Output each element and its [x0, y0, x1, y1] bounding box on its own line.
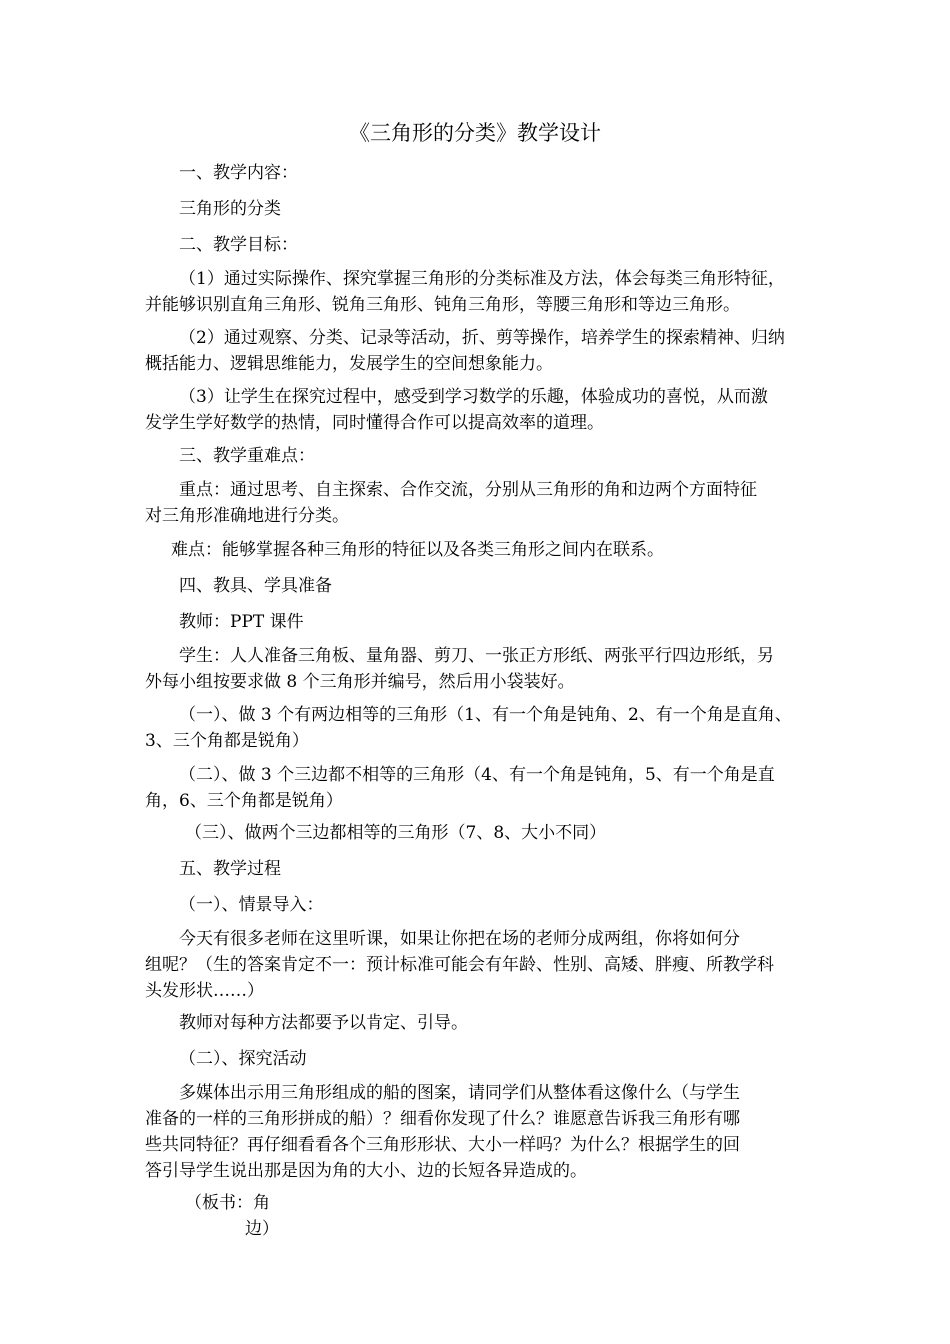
- prep-item-1: [145, 702, 817, 754]
- prep-item-1-line-2: 3、三个角都是锐角）: [145, 731, 309, 751]
- goal-2-paragraph: [145, 325, 817, 377]
- step-1-paragraph: [145, 926, 817, 1004]
- goal-2-line-1: （2）通过观察、分类、记录等活动，折、剪等操作，培养学生的探索精神、归纳: [179, 328, 785, 348]
- section-1-heading: 一、教学内容：: [179, 163, 298, 183]
- board-note-angle: （板书：角: [185, 1193, 270, 1213]
- section-5-heading: 五、教学过程: [179, 859, 281, 879]
- key-point-paragraph: [145, 477, 817, 529]
- key-point-line-2: 对三角形准确地进行分类。: [145, 506, 349, 526]
- step-1-followup: 教师对每种方法都要予以肯定、引导。: [179, 1013, 468, 1033]
- prep-item-2: [145, 762, 817, 814]
- section-4-heading: 四、教具、学具准备: [179, 576, 332, 596]
- step-1-heading: （一）、情景导入：: [179, 895, 324, 915]
- goal-1-line-1: （1）通过实际操作、探究掌握三角形的分类标准及方法，体会每类三角形特征，: [179, 269, 785, 289]
- step-2-paragraph: [145, 1080, 817, 1184]
- step-2-line-3: 些共同特征？再仔细看看各个三角形形状、大小一样吗？为什么？根据学生的回: [145, 1135, 740, 1155]
- prep-item-3: （三）、做两个三边都相等的三角形（7、8、大小不同）: [185, 823, 607, 843]
- section-3-heading: 三、教学重难点：: [179, 446, 315, 466]
- difficulty-text: 难点：能够掌握各种三角形的特征以及各类三角形之间内在联系。: [171, 540, 664, 560]
- prep-item-2-line-1: （二）、做 3 个三边都不相等的三角形（4、有一个角是钝角，5、有一个角是直: [179, 765, 775, 785]
- step-2-heading: （二）、探究活动: [179, 1049, 307, 1069]
- board-note: [145, 1190, 857, 1242]
- goal-1-line-2: 并能够识别直角三角形、锐角三角形、钝角三角形，等腰三角形和等边三角形。: [145, 295, 740, 315]
- step-1-line-2: 组呢？（生的答案肯定不一：预计标准可能会有年龄、性别、高矮、胖瘦、所教学科: [145, 955, 774, 975]
- key-point-line-1: 重点：通过思考、自主探索、合作交流，分别从三角形的角和边两个方面特征: [179, 480, 757, 500]
- student-prep-line-1: 学生：人人准备三角板、量角器、剪刀、一张正方形纸、两张平行四边形纸，另: [179, 646, 774, 666]
- step-1-line-1: 今天有很多老师在这里听课，如果让你把在场的老师分成两组，你将如何分: [179, 929, 740, 949]
- goal-1-paragraph: [145, 266, 817, 318]
- prep-item-2-line-2: 角，6、三个角都是锐角）: [145, 791, 343, 811]
- student-prep-line-2: 外每小组按要求做 8 个三角形并编号，然后用小袋装好。: [145, 672, 575, 692]
- section-1-content: 三角形的分类: [179, 199, 281, 219]
- step-2-line-1: 多媒体出示用三角形组成的船的图案，请同学们从整体看这像什么（与学生: [179, 1083, 740, 1103]
- teacher-prep-text: 教师：PPT 课件: [179, 612, 304, 632]
- step-1-line-3: 头发形状……）: [145, 981, 264, 1001]
- goal-3-line-1: （3）让学生在探究过程中，感受到学习数学的乐趣，体验成功的喜悦，从而激: [179, 387, 768, 407]
- goal-3-paragraph: [145, 384, 817, 436]
- goal-2-line-2: 概括能力、逻辑思维能力，发展学生的空间想象能力。: [145, 354, 553, 374]
- board-note-edge: 边）: [245, 1219, 279, 1239]
- step-2-line-2: 准备的一样的三角形拼成的船）？细看你发现了什么？谁愿意告诉我三角形有哪: [145, 1109, 740, 1129]
- goal-3-line-2: 发学生学好数学的热情，同时懂得合作可以提高效率的道理。: [145, 413, 604, 433]
- prep-item-1-line-1: （一）、做 3 个有两边相等的三角形（1、有一个角是钝角、2、有一个角是直角、: [179, 705, 792, 725]
- student-prep-paragraph: [145, 643, 817, 695]
- document-title: 《三角形的分类》教学设计: [349, 121, 601, 145]
- step-2-line-4: 答引导学生说出那是因为角的大小、边的长短各异造成的。: [145, 1161, 587, 1181]
- section-2-heading: 二、教学目标：: [179, 235, 298, 255]
